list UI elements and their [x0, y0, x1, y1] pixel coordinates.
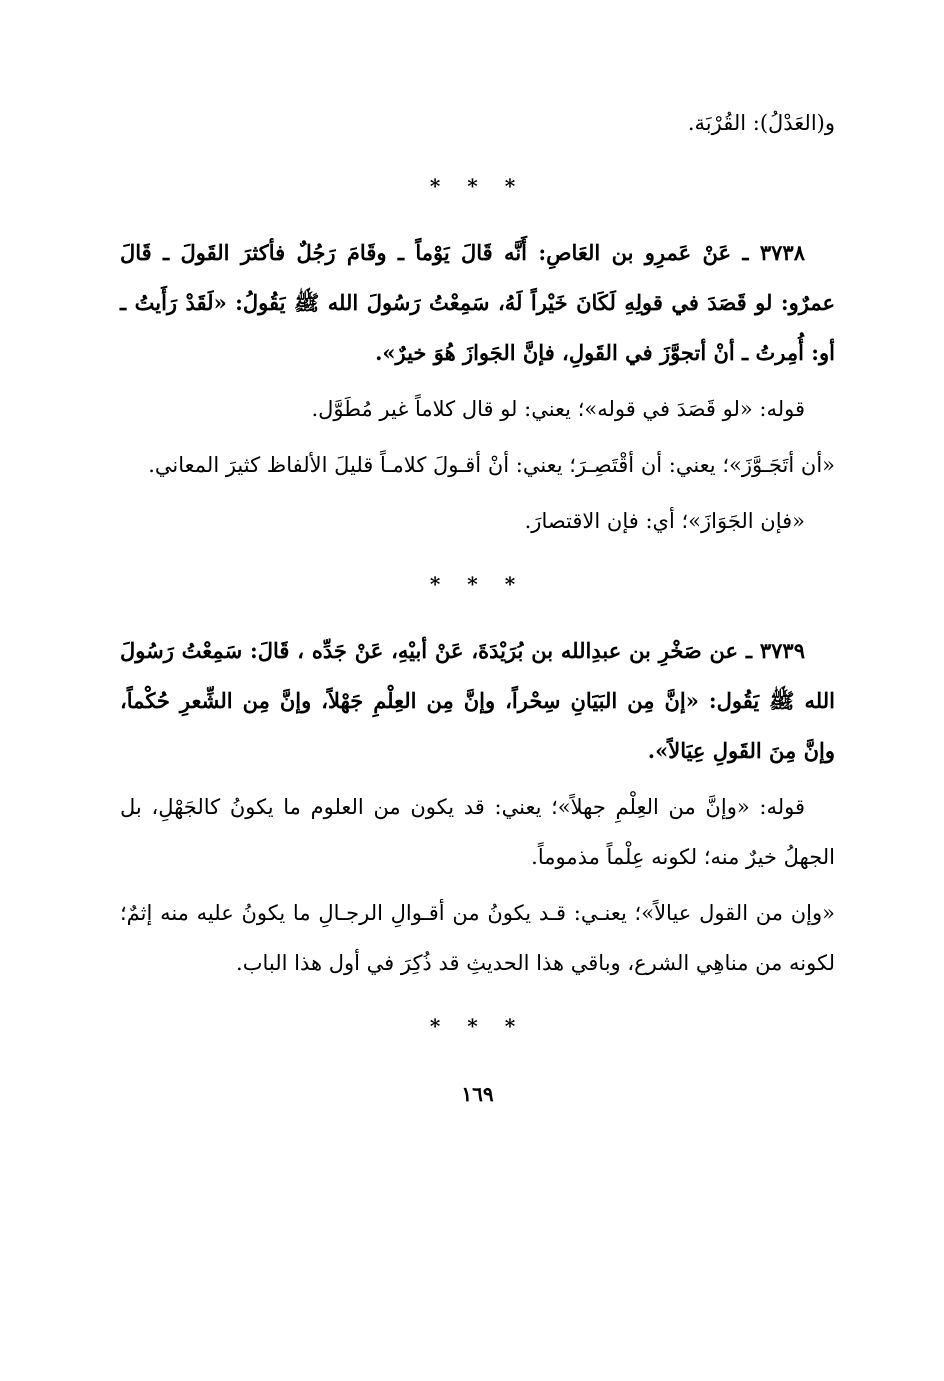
hadith-3738-commentary-3: «فإن الجَوَازَ»؛ أي: فإن الاقتصارَ. [524, 509, 805, 533]
book-page [120, 90, 835, 1330]
opening-line: و(العَدْلُ): القُرْبَة. [687, 111, 835, 135]
hadith-3738-commentary-2: «أن أتَجَـوَّزَ»؛ يعني: أن أقْتَصِـرَ؛ يعني: أنْ أقـولَ كلامـاً قليلَ الألفاظ كثيرَ المعاني. [148, 453, 835, 477]
section-separator: * * * [429, 1014, 526, 1038]
hadith-3739-commentary-1: قوله: «وإنَّ من العِلْمِ جهلاً»؛ يعني: قد يكون من العلوم ما يكونُ كالجَهْلِ، بل الجهلُ خيرٌ منه؛ لكونه عِلْماً مذموماً. [120, 795, 835, 869]
section-separator: * * * [429, 572, 526, 596]
hadith-3739-text: ٣٧٣٩ ـ عن صَخْرِ بن عبدِالله بن بُرَيْدَةَ، عَنْ أبيْهِ، عَنْ جَدِّه ، قَالَ: سَمِعْتُ رَسُولَ الله ﷺ يَقُول: «إنَّ مِن البَيَانِ سِحْراً، وإنَّ مِن العِلْمِ جَهْلاً، وإنَّ مِن الشِّعرِ حُكْماً، وإنَّ مِنَ القَولِ عِيَالاً». [120, 638, 835, 763]
hadith-3738-text: ٣٧٣٨ ـ عَنْ عَمرِو بن العَاصِ: أَنَّه قَالَ يَوْماً ـ وقَامَ رَجُلٌ فأكثرَ القَولَ ـ قَالَ عمرٌو: لو قَصَدَ في قولِهِ لَكَانَ خَيْراً لَهُ، سَمِعْتُ رَسُولَ الله ﷺ يَقُولُ: «لَقَدْ رَأَيتُ ـ أو: أُمِرتُ ـ أنْ أتجوَّزَ في القَولِ، فإنَّ الجَوازَ هُوَ خيرٌ». [120, 240, 835, 365]
section-separator: * * * [429, 174, 526, 198]
hadith-3739-commentary-2: «وإن من القول عيالاً»؛ يعنـي: قـد يكونُ من أقـوالِ الرجـالِ ما يكونُ عليه منه إثمٌ؛ لكونه من مناهِي الشرع، وباقي هذا الحديثِ قد ذُكِرَ في أول هذا الباب. [120, 901, 835, 975]
page-number: ١٦٩ [461, 1082, 494, 1106]
hadith-3738-commentary-1: قوله: «لو قَصَدَ في قوله»؛ يعني: لو قال كلاماً غير مُطَوَّل. [311, 397, 805, 421]
